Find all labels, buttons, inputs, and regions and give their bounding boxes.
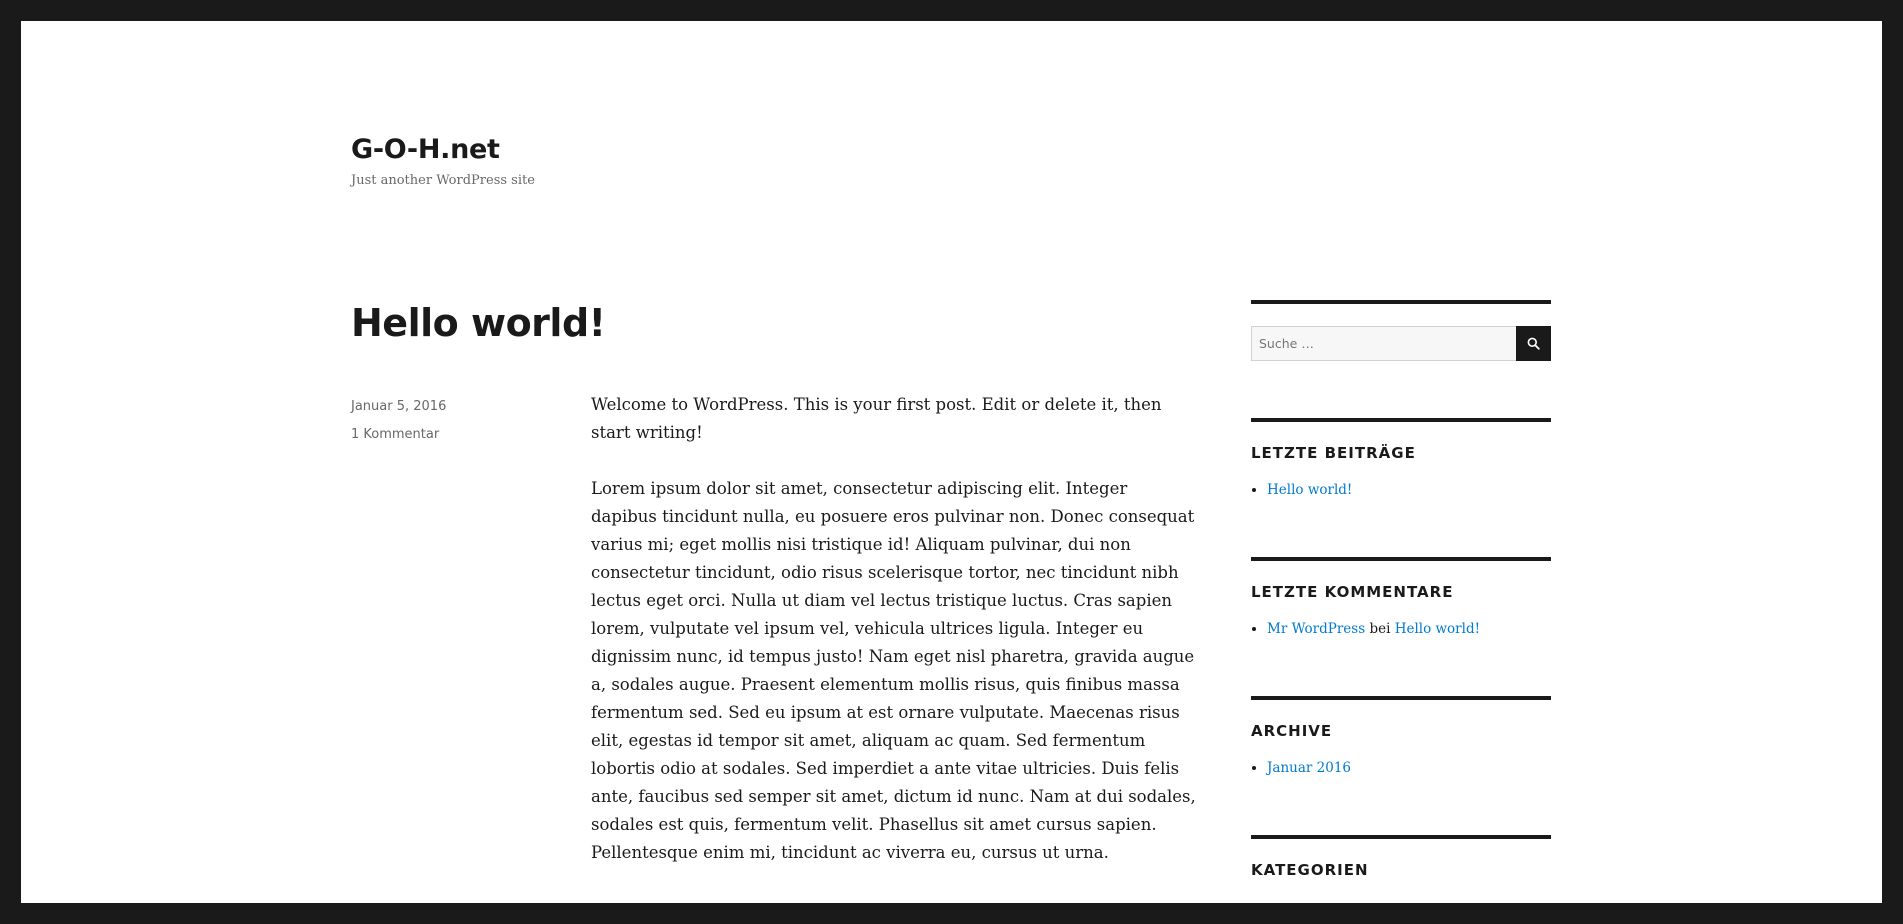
comment-author-link[interactable]: Mr WordPress xyxy=(1267,621,1366,637)
post-paragraph: Welcome to WordPress. This is your first post. Edit or delete it, then start writing! xyxy=(591,395,1162,442)
sidebar xyxy=(1251,300,1551,897)
search-form xyxy=(1251,326,1551,361)
comment-post-link[interactable]: Hello world! xyxy=(1394,621,1481,637)
search-icon xyxy=(1527,337,1540,350)
post-comments-link[interactable]: 1 Kommentar xyxy=(351,427,440,442)
post-paragraph: Lorem ipsum dolor sit amet, consectetur adipiscing elit. Integer dapibus tincidunt nulla, eu posuere eros pulvinar non. Donec consequat varius mi; eget mollis nisi tristique id! Aliquam pulvinar, dui non consectetur tincidunt, odio risus scelerisque tortor, nec tincidunt nibh lectus eget orci. Nulla ut diam vel lectus tristique luctus. Cras sapien lorem, vulputate vel ipsum vel, vehicula ultrices ligula. Integer eu dignissim nunc, id tempus justo! Nam eget nisl pharetra, gravida augue a, sodales augue. Praesent elementum mollis risus, quis finibus massa fermentum sed. Sed eu ipsum at est ornare vulputate. Maecenas risus elit, egestas id tempor sit amet, aliquam ac quam. Sed fermentum lobortis odio at sodales. Sed imperdiet a ante vitae ultricies. Duis felis ante, faucibus sed semper sit amet, dictum id nunc. Nam at dui sodales, sodales est quis, fermentum velit. Phasellus sit amet cursus sapien. Pellentesque enim mi, tincidunt ac viverra eu, cursus ut urna. xyxy=(591,479,1196,862)
search-widget xyxy=(1251,300,1551,361)
list-item xyxy=(1267,480,1551,500)
recent-comments-widget xyxy=(1251,557,1551,639)
post-title[interactable]: Hello world! xyxy=(351,301,606,345)
post-date-link[interactable]: Januar 5, 2016 xyxy=(351,399,447,414)
archive-list xyxy=(1251,758,1551,778)
list-item xyxy=(1267,758,1551,778)
categories-widget xyxy=(1251,835,1551,879)
recent-posts-list xyxy=(1251,480,1551,500)
site-tagline: Just another WordPress site xyxy=(351,173,535,188)
post-content xyxy=(591,391,1196,895)
search-button[interactable] xyxy=(1516,326,1551,361)
widget-title: LETZTE KOMMENTARE xyxy=(1251,583,1454,601)
archive-link[interactable]: Januar 2016 xyxy=(1267,760,1351,776)
page-frame xyxy=(21,21,1882,903)
widget-title: LETZTE BEITRÄGE xyxy=(1251,444,1416,462)
list-item xyxy=(1267,619,1551,639)
recent-comments-list xyxy=(1251,619,1551,639)
widget-title: ARCHIVE xyxy=(1251,722,1333,740)
archive-widget xyxy=(1251,696,1551,778)
site-title[interactable]: G-O-H.net xyxy=(351,134,500,165)
recent-posts-widget xyxy=(1251,418,1551,500)
widget-title: KATEGORIEN xyxy=(1251,861,1369,879)
recent-post-link[interactable]: Hello world! xyxy=(1267,482,1353,498)
comment-connector: bei xyxy=(1369,621,1391,637)
search-input[interactable] xyxy=(1251,326,1516,361)
